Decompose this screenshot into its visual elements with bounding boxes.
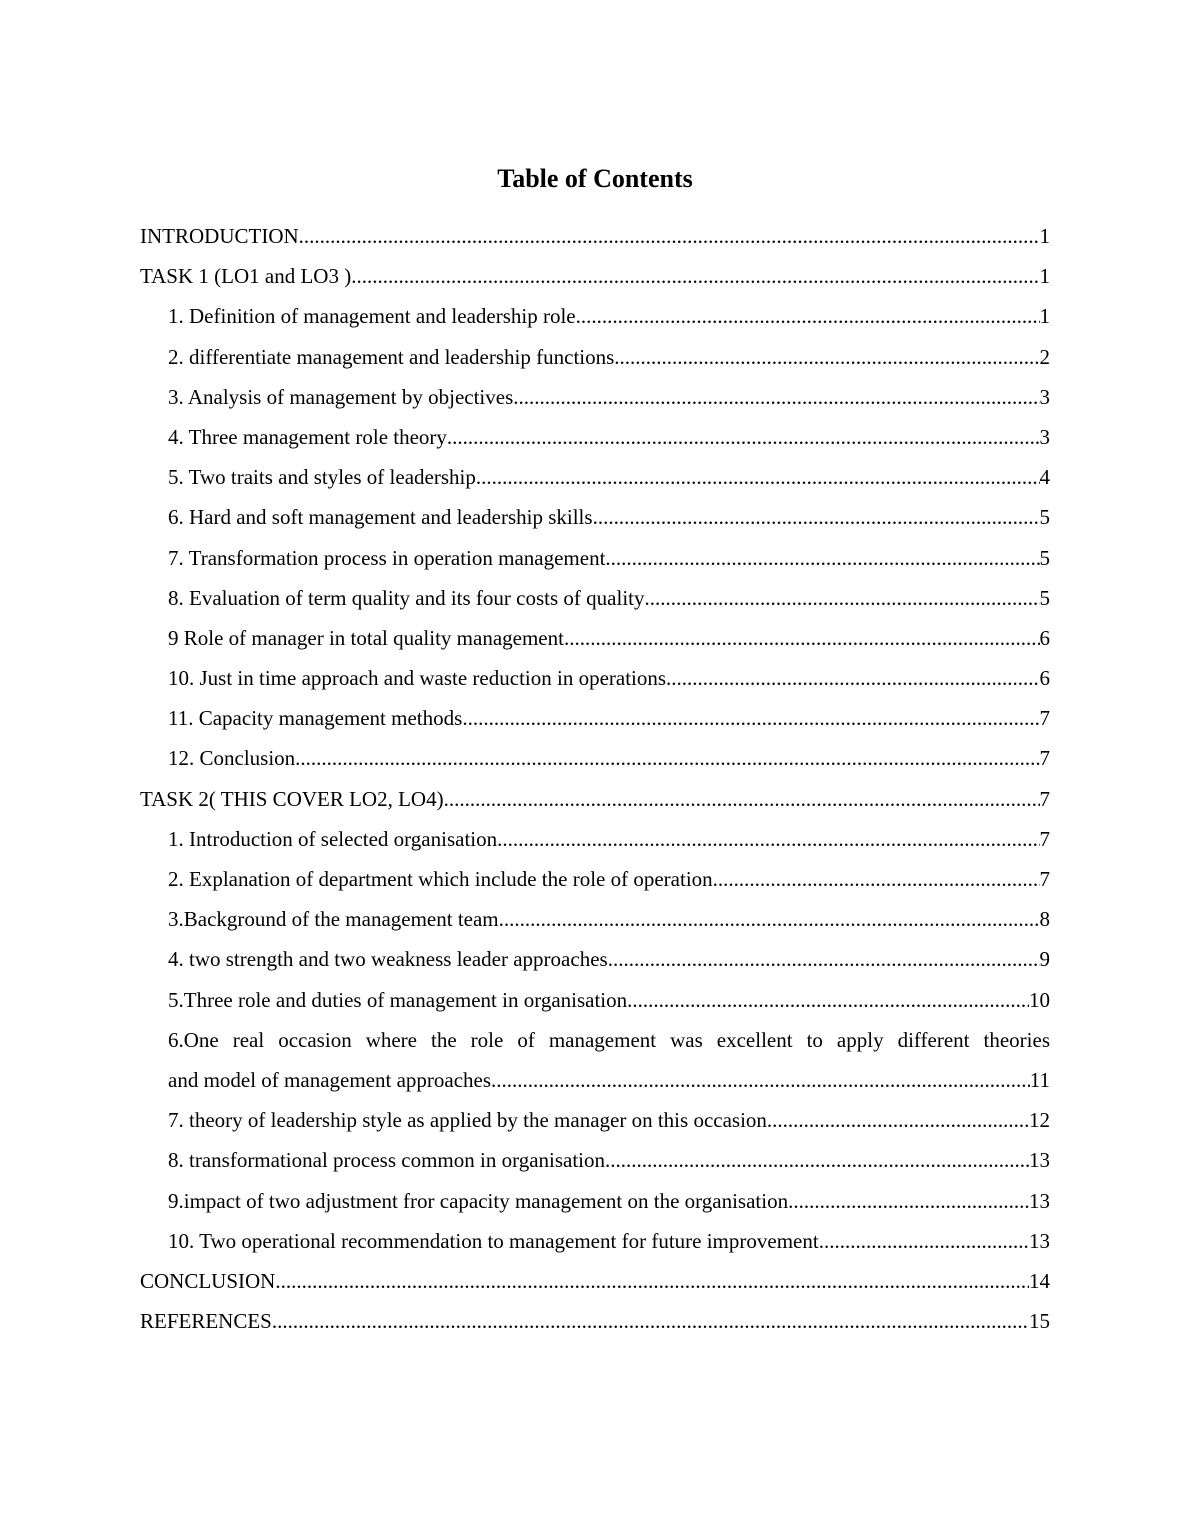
toc-entry-label: 7. theory of leadership style as applied by the manager on this occasion [168,1108,767,1133]
toc-dot-leader [491,1060,1030,1100]
toc-page-number: 1 [1039,304,1050,329]
toc-page-number: 13 [1029,1148,1050,1173]
toc-dot-leader [788,1181,1029,1221]
toc-dot-leader [351,256,1039,296]
toc-page-number: 7 [1039,867,1050,891]
toc-entry-task-1-item-4[interactable] [140,417,1050,457]
toc-dot-leader [499,899,1040,939]
toc-dot-leader [462,698,1039,738]
toc-entry-label-line-2: and model of management approaches [168,1067,492,1092]
toc-dot-leader [299,216,1040,256]
toc-entry-label: 5.Three role and duties of management in organisation [168,987,628,1012]
toc-page-number: 7 [1039,706,1050,731]
toc-entry-label: 4. Three management role theory [168,424,447,449]
toc-dot-leader [767,1100,1029,1140]
toc-page-number: 12 [1029,1108,1050,1133]
toc-entry-task-2-item-9[interactable] [140,1181,1050,1221]
toc-entry-label: 9.impact of two adjustment fror capacity management on the organisation [168,1188,789,1213]
toc-dot-leader [614,337,1039,377]
toc-entry-task-2-item-8[interactable] [140,1140,1050,1180]
toc-entry-label: 7. Transformation process in operation management [168,545,606,570]
toc-entry-task-1-item-11[interactable] [140,698,1050,738]
toc-page-number: 10 [1029,987,1050,1012]
toc-entry-task-2[interactable] [140,779,1050,819]
toc-page-number: 11 [1029,1067,1050,1092]
toc-entry-conclusion[interactable] [140,1261,1050,1301]
toc-entry-task-2-item-2[interactable] [140,859,1050,899]
toc-page-number: 7 [1039,786,1050,811]
toc-entry-task-1-item-6[interactable] [140,497,1050,537]
toc-page-number: 7 [1039,826,1050,851]
toc-entry-task-1-item-1[interactable] [140,296,1050,336]
toc-entry-task-1-item-3[interactable] [140,377,1050,417]
toc-page-number: 14 [1029,1268,1050,1293]
toc-dot-leader [605,538,1039,578]
toc-entry-label: 5. Two traits and styles of leadership [168,465,476,490]
toc-entry-label: 11. Capacity management methods [168,706,463,731]
toc-entry-label: TASK 1 (LO1 and LO3 ) [140,264,352,289]
toc-entry-task-1-item-7[interactable] [140,538,1050,578]
toc-dot-leader [513,377,1039,417]
toc-entry-task-2-item-5[interactable] [140,980,1050,1020]
toc-page-number: 3 [1039,384,1050,409]
toc-page-number: 3 [1039,424,1050,449]
toc-entry-label: 12. Conclusion [168,746,296,771]
toc-title: Table of Contents [497,164,693,193]
toc-dot-leader [645,578,1040,618]
toc-entry-task-2-item-10[interactable] [140,1221,1050,1261]
toc-entry-task-1-item-9[interactable] [140,618,1050,658]
toc-entry-label: 1. Introduction of selected organisation [168,826,498,851]
toc-page-number: 6 [1039,666,1050,691]
toc-entry-label: 9 Role of manager in total quality management [168,625,564,650]
toc-entry-label: 2. differentiate management and leadership functions [168,344,615,369]
toc-dot-leader [593,497,1040,537]
toc-dot-leader [447,417,1040,457]
toc-entry-introduction[interactable] [140,216,1050,256]
toc-entry-task-1-item-5[interactable] [140,457,1050,497]
toc-dot-leader [666,658,1039,698]
toc-page-number: 15 [1029,1309,1050,1334]
toc-page-number: 6 [1039,625,1050,650]
toc-page-number: 8 [1039,907,1050,932]
toc-entry-label: CONCLUSION [140,1268,276,1293]
toc-entry-label: 4. two strength and two weakness leader approaches [168,947,608,972]
toc-entry-label: 3. Analysis of management by objectives [168,384,514,409]
toc-dot-leader [444,779,1040,819]
toc-entry-label: 3.Background of the management team [168,907,499,932]
toc-dot-leader [713,859,1040,899]
toc-page-number: 1 [1039,224,1050,248]
toc-entry-label: 1. Definition of management and leadership role [168,304,576,329]
toc-page-number: 4 [1039,465,1050,490]
toc-dot-leader [272,1301,1029,1341]
toc-entry-task-2-item-1[interactable] [140,819,1050,859]
toc-entry-label: 10. Two operational recommendation to management for future improvement [168,1228,819,1253]
toc-dot-leader [819,1221,1029,1261]
toc-dot-leader [275,1261,1029,1301]
toc-entry-task-2-item-4[interactable] [140,939,1050,979]
toc-page-number: 13 [1029,1228,1050,1253]
toc-entry-task-1-item-12[interactable] [140,738,1050,778]
toc-entry-task-1[interactable] [140,256,1050,296]
toc-dot-leader [295,738,1039,778]
toc-entry-task-1-item-8[interactable] [140,578,1050,618]
toc-entry-task-1-item-2[interactable] [140,337,1050,377]
toc-entry-references[interactable] [140,1301,1050,1341]
toc-entry-label-line-1: 6.One real occasion where the role of management was excellent to apply different theories [168,1027,1050,1052]
toc-page-number: 9 [1039,947,1050,972]
toc-page-number: 7 [1039,746,1050,771]
toc-dot-leader [627,980,1029,1020]
toc-page-number: 13 [1029,1188,1050,1213]
toc-entry-label-line-2-row [168,1060,1050,1100]
toc-entry-label: 8. Evaluation of term quality and its four costs of quality [168,585,645,610]
toc-page-number: 5 [1039,585,1050,610]
toc-list [140,216,1050,1341]
toc-entry-label: 6. Hard and soft management and leadership skills [168,505,593,530]
toc-entry-label: TASK 2( THIS COVER LO2, LO4) [140,786,444,811]
toc-dot-leader [576,296,1040,336]
toc-entry-task-2-item-3[interactable] [140,899,1050,939]
toc-dot-leader [564,618,1040,658]
toc-entry-label: 10. Just in time approach and waste reduction in operations [168,666,667,691]
toc-entry-task-2-item-6[interactable] [140,1020,1050,1100]
toc-dot-leader [608,939,1040,979]
toc-dot-leader [605,1140,1029,1180]
toc-entry-label: INTRODUCTION [140,224,299,248]
toc-entry-label: 2. Explanation of department which include the role of operation [168,867,713,891]
toc-entry-label: REFERENCES [140,1309,272,1334]
toc-dot-leader [497,819,1039,859]
toc-page-number: 5 [1039,505,1050,530]
toc-entry-label: 8. transformational process common in organisation [168,1148,606,1173]
toc-entry-task-2-item-7[interactable] [140,1100,1050,1140]
toc-page-number: 5 [1039,545,1050,570]
toc-page-number: 1 [1039,264,1050,289]
toc-dot-leader [476,457,1040,497]
toc-page-number: 2 [1039,344,1050,369]
toc-entry-task-1-item-10[interactable] [140,658,1050,698]
